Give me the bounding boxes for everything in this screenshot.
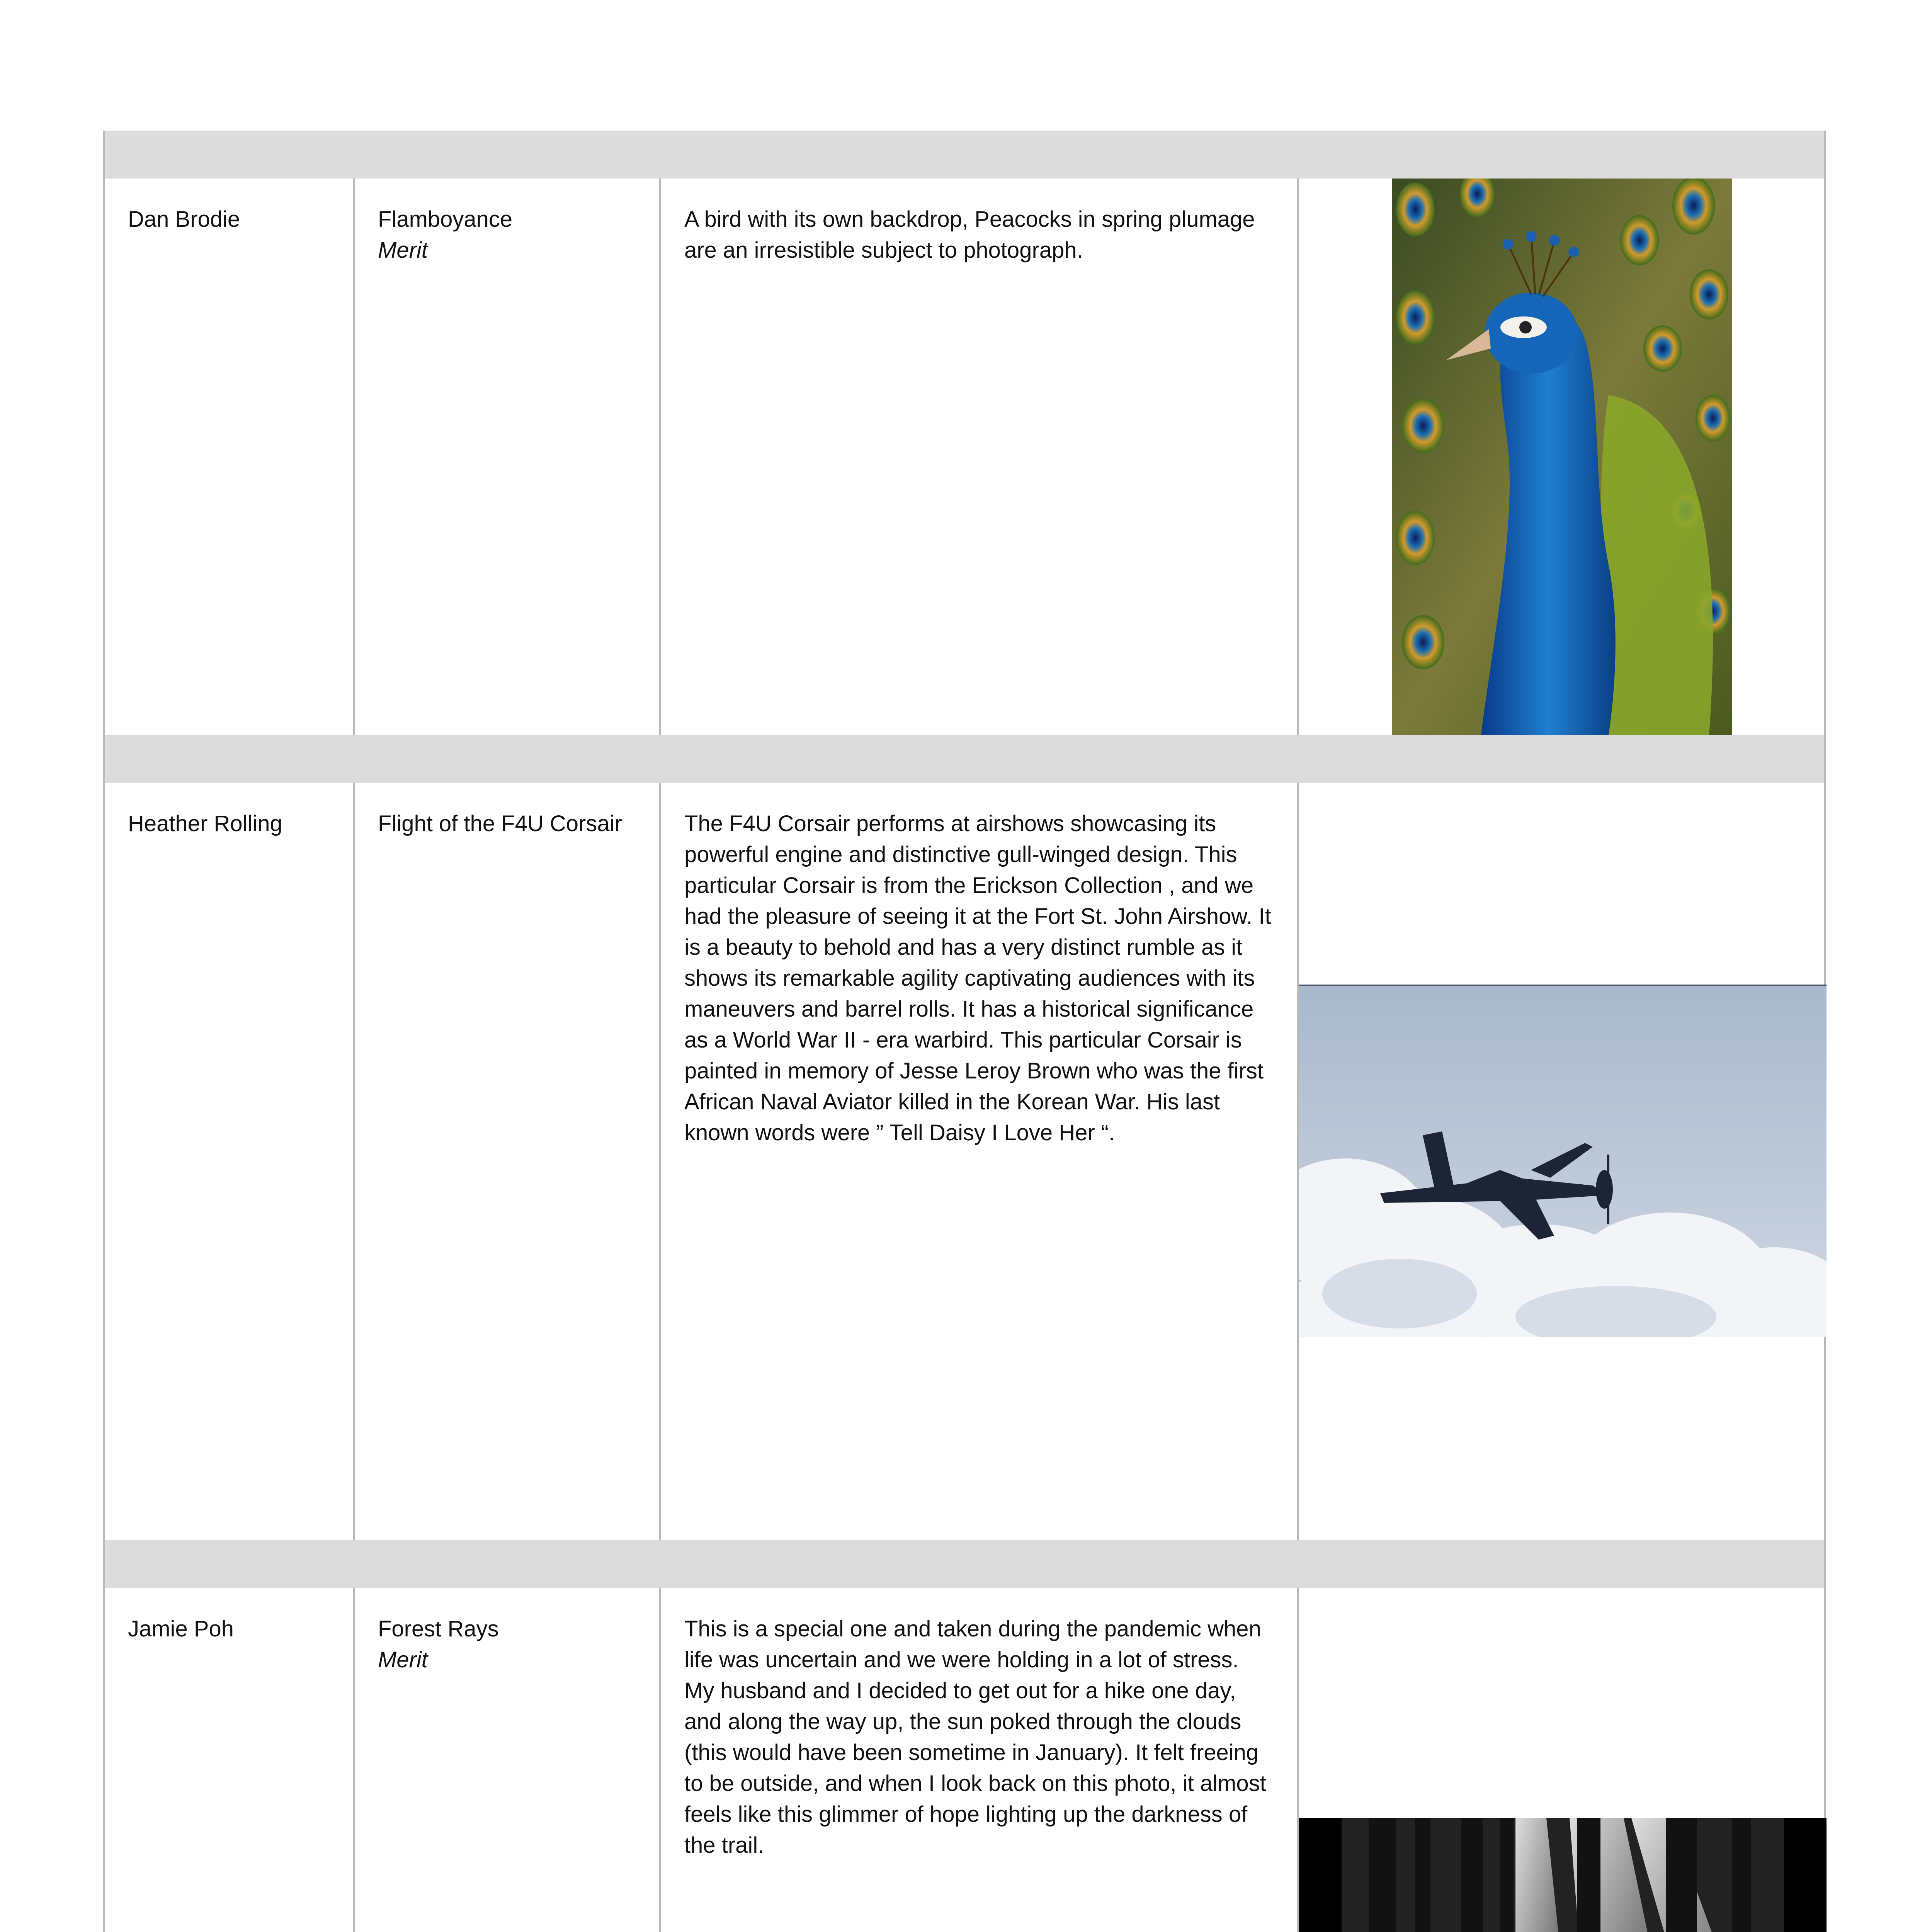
- photo-description: This is a special one and taken during the pandemic when life was uncertain and we were holding in a lot of stress. My husband and I decided to get out for a hike one day, and along the way up, the sun poked through the clouds (this would have been sometime in January). It felt freeing to be outside, and when I look back on this photo, it almost feels like this glimmer of hope lighting up the darkness of the trail.: [661, 1588, 1299, 1932]
- photo-cell: [1299, 1588, 1824, 1932]
- photo-title-cell: [355, 783, 661, 1540]
- table-row: [105, 783, 1824, 1540]
- forest-rays-photo: [1299, 1818, 1827, 1932]
- separator-band: [105, 735, 1824, 783]
- photo-title: Flamboyance: [378, 207, 513, 232]
- peacock-photo: [1392, 179, 1732, 735]
- photographer-name: Dan Brodie: [105, 179, 355, 735]
- table-row: [105, 1588, 1824, 1932]
- photo-cell: [1299, 783, 1824, 1540]
- photo-description: The F4U Corsair performs at airshows showcasing its powerful engine and distinctive gull-winged design. This particular Corsair is from the Erickson Collection , and we had the pleasure of seeing it at the Fort St. John Airshow. It is a beauty to behold and has a very distinct rumble as it shows its remarkable agility captivating audiences with its maneuvers and barrel rolls. It has a historical significance as a World War II - era warbird. This particular Corsair is painted in memory of Jesse Leroy Brown who was the first African Naval Aviator killed in the Korean War. His last known words were ” Tell Daisy I Love Her “.: [661, 783, 1299, 1540]
- photographer-name: Jamie Poh: [105, 1588, 355, 1932]
- photo-description: A bird with its own backdrop, Peacocks in spring plumage are an irresistible subject to photograph.: [661, 179, 1299, 735]
- corsair-airplane-photo: [1299, 985, 1827, 1337]
- photo-title: Forest Rays: [378, 1616, 499, 1641]
- table-row: [105, 179, 1824, 735]
- entries-table: [103, 131, 1826, 1932]
- photographer-name: Heather Rolling: [105, 783, 355, 1540]
- photo-cell: [1299, 179, 1824, 735]
- separator-band: [105, 1540, 1824, 1588]
- photo-title-cell: [355, 1588, 661, 1932]
- photo-title: Flight of the F4U Corsair: [378, 811, 622, 836]
- photo-title-cell: [355, 179, 661, 735]
- award-label: Merit: [378, 1647, 428, 1672]
- award-label: Merit: [378, 238, 428, 263]
- separator-band: [105, 131, 1824, 179]
